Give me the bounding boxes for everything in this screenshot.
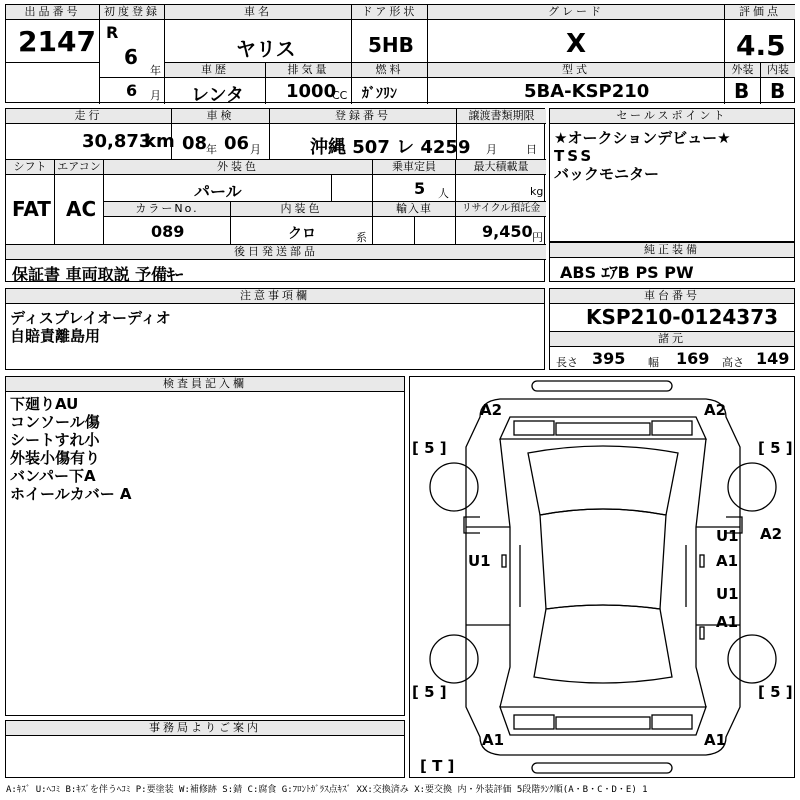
fuel: ｶﾞｿﾘﾝ: [362, 86, 397, 102]
score: 4.5: [736, 29, 786, 62]
mark-rear-right: A1: [704, 731, 727, 749]
first-reg-header: 初度登録: [100, 5, 164, 20]
inspector-header: 検査員記入欄: [6, 377, 404, 392]
color-no: 089: [151, 222, 185, 241]
equipment-box: [549, 242, 795, 282]
length: 395: [592, 349, 626, 368]
color-no-header: カラーNo.: [104, 202, 230, 217]
int-color-header: 内装色: [231, 202, 372, 217]
chassis-box: [549, 288, 795, 370]
lot-no-header: 出品番号: [6, 5, 99, 20]
exterior-grade: B: [734, 79, 750, 103]
inspector-line: 下廻りAU: [10, 395, 79, 413]
inspector-box: [5, 376, 405, 716]
inspection-year: 08: [182, 133, 208, 154]
mark-trunk: [ T ]: [420, 757, 455, 775]
model: 5BA-KSP210: [524, 81, 650, 102]
interior-grade: B: [770, 79, 786, 103]
inspection-year-unit: 年: [206, 143, 217, 156]
color-header: 外装色: [104, 160, 372, 175]
reg-month: 6: [126, 81, 138, 100]
interior-header: 内装: [761, 63, 795, 78]
car-diagram: [410, 377, 796, 779]
door-header: ドア形状: [352, 5, 427, 20]
shift: FAT: [12, 197, 51, 221]
equipment-header: 純正装備: [550, 243, 794, 258]
load-unit: kg: [530, 185, 544, 198]
ac-header: エアコン: [55, 160, 103, 175]
inspection-month: 06: [224, 133, 250, 154]
sales-point-item: ★オークションデビュー★: [554, 129, 731, 147]
inspector-line: 外装小傷有り: [10, 449, 101, 467]
later-parts-header: 後日発送部品: [6, 245, 546, 260]
sales-point-item: バックモニター: [554, 165, 660, 183]
reg-header: 登録番号: [270, 109, 456, 124]
door-type: 5HB: [368, 33, 414, 57]
shift-header: シフト: [6, 160, 54, 175]
displacement-header: 排気量: [266, 63, 351, 78]
inspector-line: ホイールカバー A: [10, 485, 132, 503]
model-header: 型式: [428, 63, 724, 78]
mark-bracket-top-right: [ 5 ]: [758, 439, 793, 457]
width-label: 幅: [648, 356, 659, 369]
month-unit: 月: [150, 89, 161, 102]
later-parts: 保証書 車両取説 予備ｷｰ: [12, 265, 184, 284]
note-line: ディスプレイオーディオ: [10, 309, 171, 327]
capacity-unit: 人: [438, 187, 449, 200]
registration-number: 沖縄 507 レ 4259: [310, 137, 471, 158]
mark-right-door2-a: A1: [716, 613, 739, 631]
mark-bracket-top-left: [ 5 ]: [412, 439, 447, 457]
mark-right-outer: A2: [760, 525, 783, 543]
notes-header: 注意事項欄: [6, 289, 544, 304]
mark-right-door2-u: U1: [716, 585, 739, 603]
fuel-header: 燃料: [352, 63, 427, 78]
history: レンタ: [191, 85, 244, 106]
load-header: 最大積載量: [456, 160, 546, 175]
year-unit: 年: [150, 64, 161, 77]
height: 149: [756, 349, 790, 368]
history-header: 車歴: [165, 63, 265, 78]
transfer-day: 日: [526, 143, 537, 156]
transfer-header: 譲渡書類期限: [457, 109, 546, 124]
inspector-line: シートすれ小: [10, 431, 100, 449]
mileage-unit: km: [144, 131, 175, 152]
mark-right-door1-u: U1: [716, 527, 739, 545]
spec-header: 諸元: [550, 332, 794, 347]
transfer-month: 月: [486, 143, 497, 156]
sales-points-header: セールスポイント: [550, 109, 794, 124]
mark-front-right: A2: [704, 401, 727, 419]
exterior-header: 外装: [725, 63, 760, 78]
displacement-unit: CC: [332, 89, 348, 102]
capacity-header: 乗車定員: [373, 160, 455, 175]
mark-bracket-bottom-left: [ 5 ]: [412, 683, 447, 701]
mark-front-left: A2: [480, 401, 503, 419]
chassis-number: KSP210-0124373: [586, 305, 779, 329]
mileage-header: 走行: [6, 109, 171, 124]
note-line: 自賠責離島用: [10, 327, 101, 345]
office-header: 事務局よりご案内: [6, 721, 404, 736]
capacity: 5: [414, 179, 426, 198]
car-name: ヤリス: [236, 37, 296, 61]
interior-color-unit: 系: [356, 231, 367, 244]
era: R: [106, 23, 119, 42]
chassis-header: 車台番号: [550, 289, 794, 304]
reg-year: 6: [124, 45, 138, 69]
inspection-month-unit: 月: [250, 143, 261, 156]
inspector-line: バンパー下A: [10, 467, 96, 485]
vehicle-detail-box: [5, 108, 545, 282]
top-info-box: [5, 4, 795, 106]
mileage: 30,873: [82, 131, 152, 152]
height-label: 高さ: [722, 356, 744, 369]
inspection-header: 車検: [172, 109, 269, 124]
mark-left-door: U1: [468, 552, 491, 570]
equipment-value: ABS ｴｱB PS PW: [560, 263, 694, 282]
grade-header: グレード: [428, 5, 724, 20]
sales-points-box: [549, 108, 795, 242]
car-diagram-box: [409, 376, 795, 778]
notes-box: [5, 288, 545, 370]
mark-right-door1-a: A1: [716, 552, 739, 570]
score-header: 評価点: [725, 5, 795, 20]
lot-number: 2147: [18, 25, 96, 58]
inspector-line: コンソール傷: [10, 413, 100, 431]
exterior-color: パール: [194, 182, 242, 201]
import-header: 輸入車: [373, 202, 455, 217]
office-box: [5, 720, 405, 778]
legend-text: A:ｷｽﾞ U:ﾍｺﾐ B:ｷｽﾞを伴うﾍｺﾐ P:要塗装 W:補修跡 S:錆 C:腐食 G:ﾌﾛﾝﾄｶﾞﾗｽ点ｷｽﾞ XX:交換済み X:要交換 内・外装評価 5段階ﾗﾝｸ順(A・B・C・D・E) 1: [6, 785, 648, 795]
length-label: 長さ: [556, 356, 578, 369]
aircon: AC: [66, 197, 97, 221]
interior-color: クロ: [288, 226, 316, 242]
grade: X: [566, 29, 587, 59]
mark-bracket-bottom-right: [ 5 ]: [758, 683, 793, 701]
mark-rear-left: A1: [482, 731, 505, 749]
width: 169: [676, 349, 710, 368]
car-name-header: 車名: [165, 5, 351, 20]
sales-point-item: TSS: [554, 147, 595, 165]
recycle-fee: 9,450: [482, 222, 533, 241]
recycle-header: リサイクル預託金: [456, 202, 546, 217]
displacement: 1000: [286, 81, 337, 102]
recycle-unit: 円: [532, 231, 543, 244]
